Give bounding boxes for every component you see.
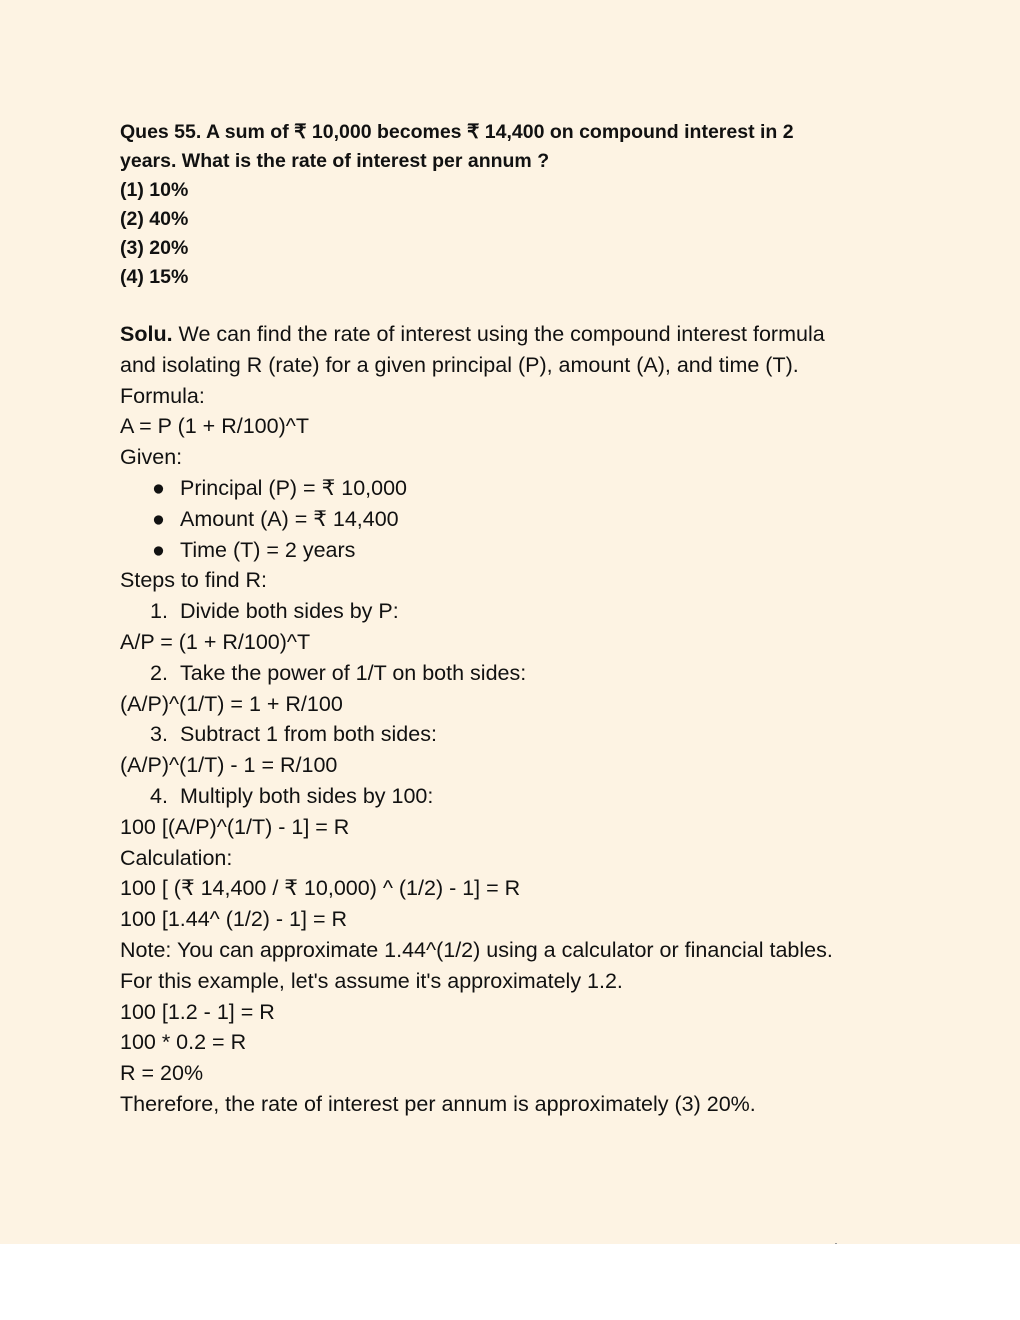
note-line: Note: You can approximate 1.44^(1/2) using a calculator or financial tables. xyxy=(120,937,833,962)
question-text xyxy=(120,118,910,176)
conclusion-line: Therefore, the rate of interest per annum is approximately (3) 20%. xyxy=(120,1091,756,1116)
option-4: (4) 15% xyxy=(120,266,189,288)
steps-heading: Steps to find R: xyxy=(120,568,267,593)
solution-section xyxy=(120,319,910,1120)
calculation-line: 100 * 0.2 = R xyxy=(120,1030,247,1055)
step-4-result: 100 [(A/P)^(1/T) - 1] = R xyxy=(120,814,350,839)
page-content xyxy=(120,118,910,1120)
given-item-amount: ● Amount (A) = ₹ 14,400 xyxy=(120,504,910,535)
given-list xyxy=(120,473,910,565)
solution-intro-text: We can find the rate of interest using the compound interest formula xyxy=(172,322,825,346)
step-1-result: A/P = (1 + R/100)^T xyxy=(120,629,311,654)
calculation-line: 100 [1.44^ (1/2) - 1] = R xyxy=(120,907,347,932)
result-line: R = 20% xyxy=(120,1061,204,1086)
given-item-principal: ● Principal (P) = ₹ 10,000 xyxy=(120,473,910,504)
step-4: 4. Multiply both sides by 100: xyxy=(150,783,434,808)
corner-mark xyxy=(835,1243,837,1244)
bullet-icon: ● xyxy=(152,475,165,500)
step-2-result: (A/P)^(1/T) = 1 + R/100 xyxy=(120,691,343,716)
bullet-icon: ● xyxy=(152,537,165,562)
formula: A = P (1 + R/100)^T xyxy=(120,414,309,439)
question-line-2: years. What is the rate of interest per annum ? xyxy=(120,150,550,172)
option-3: (3) 20% xyxy=(120,237,189,259)
bullet-icon: ● xyxy=(152,506,165,531)
given-item-time: ● Time (T) = 2 years xyxy=(120,535,910,566)
answer-options xyxy=(120,176,910,292)
solution-intro-line-1 xyxy=(120,319,910,350)
step-3-result: (A/P)^(1/T) - 1 = R/100 xyxy=(120,753,338,778)
step-3: 3. Subtract 1 from both sides: xyxy=(150,722,437,747)
calculation-heading: Calculation: xyxy=(120,845,233,870)
step-1: 1. Divide both sides by P: xyxy=(150,599,399,624)
option-1: (1) 10% xyxy=(120,179,189,201)
question-line-1: Ques 55. A sum of ₹ 10,000 becomes ₹ 14,400 on compound interest in 2 xyxy=(120,121,794,143)
given-heading: Given: xyxy=(120,445,183,470)
solution-intro-line-2: and isolating R (rate) for a given principal (P), amount (A), and time (T). xyxy=(120,352,799,377)
calculation-line: 100 [ (₹ 14,400 / ₹ 10,000) ^ (1/2) - 1] = R xyxy=(120,876,521,901)
option-2: (2) 40% xyxy=(120,208,189,230)
solution-label: Solu. xyxy=(120,322,173,346)
step-2: 2. Take the power of 1/T on both sides: xyxy=(150,660,527,685)
calculation-line: 100 [1.2 - 1] = R xyxy=(120,999,275,1024)
formula-heading: Formula: xyxy=(120,383,205,408)
note-line: For this example, let's assume it's approximately 1.2. xyxy=(120,968,623,993)
